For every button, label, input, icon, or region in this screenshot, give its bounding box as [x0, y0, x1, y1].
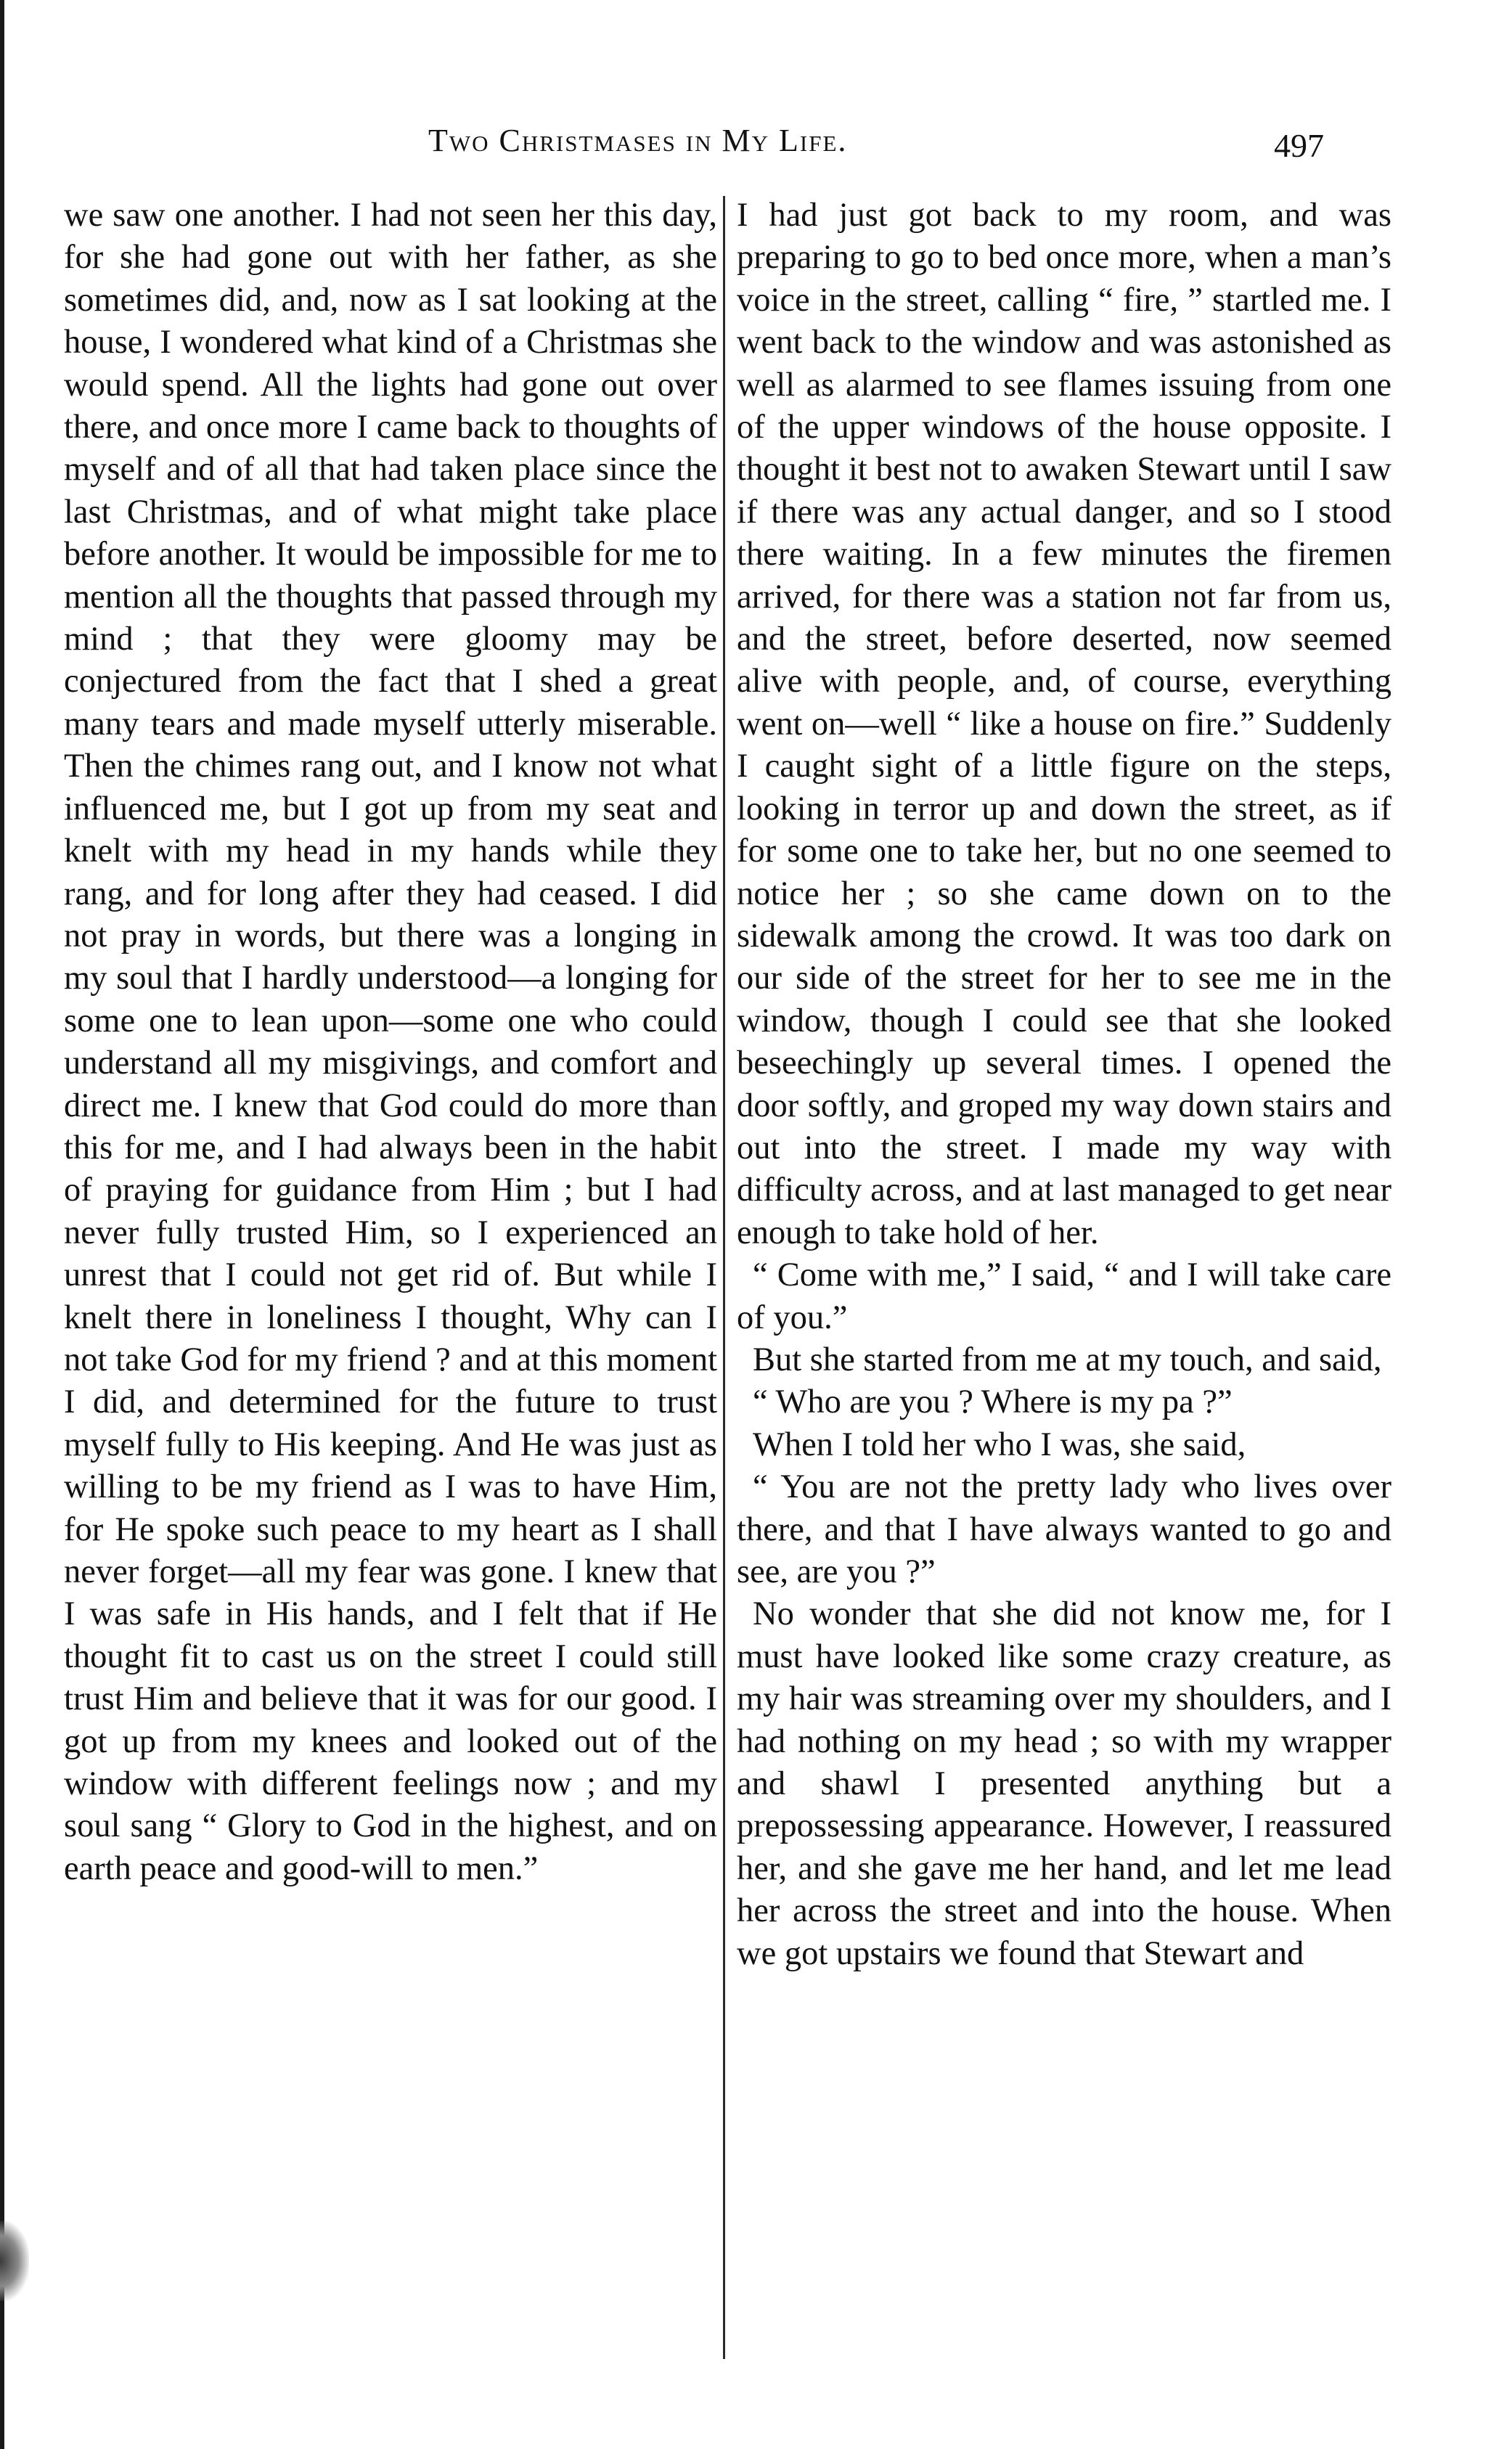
paragraph: I had just got back to my room, and was preparing to go to bed once more, when a man’s voice in the street, calling “ fire, ” startled me. I went back to the window and was astonished as well as alarmed to see flames issuing from one of the upper windows of the house opposite. I thought it best not to awaken Stewart until I saw if there was any actual danger, and so I stood there waiting. In a few minutes the firemen arrived, for there was a station not far from us, and the street, before deserted, now seemed alive with people, and, of course, everything went on—well “ like a house on fire.” Suddenly I caught sight of a little figure on the steps, looking in terror up and down the street, as if for some one to take her, but no one seemed to notice her ; so she came down on to the sidewalk among the crowd. It was too dark on our side of the street for her to see me in the window, though I could see that she looked beseechingly up several times. I opened the door softly, and groped my way down stairs and out into the street. I made my way with difficulty across, and at last managed to get near enough to take hold of her.: [737, 197, 1392, 1251]
paragraph: No wonder that she did not know me, for I must have looked like some crazy creature, as my hair was streaming over my shoulders, and I had nothing on my head ; so with my wrapper and shawl I presented anything but a prepossessing appearance. However, I reassured her, and she gave me her hand, and let me lead her across the street and into the house. When we got upstairs we found that Stewart and: [737, 1595, 1392, 1972]
paragraph: “ Who are you ? Where is my pa ?”: [753, 1383, 1233, 1421]
running-title: Two Christmases in My Life.: [428, 123, 848, 158]
left-column: [64, 195, 717, 1890]
paragraph: we saw one another. I had not seen her this day, for she had gone out with her father, as she sometimes did, and, now as I sat looking at the house, I wondered what kind of a Christmas she would spend. All the lights had gone out over there, and once more I came back to thoughts of myself and of all that had taken place since the last Christmas, and of what might take place before another. It would be impossible for me to mention all the thoughts that passed through my mind ; that they were gloomy may be conjectured from the fact that I shed a great many tears and made myself utterly miserable. Then the chimes rang out, and I know not what influenced me, but I got up from my seat and knelt with my head in my hands while they rang, and for long after they had ceased. I did not pray in words, but there was a longing in my soul that I hardly understood—a longing for some one to lean upon—some one who could understand all my misgivings, and comfort and direct me. I knew that God could do more than this for me, and I had always been in the habit of praying for guidance from Him ; but I had never fully trusted Him, so I experienced an unrest that I could not get rid of. But while I knelt there in loneliness I thought, Why can I not take God for my friend ? and at this moment I did, and determined for the future to trust myself fully to His keeping. And He was just as willing to be my friend as I was to have Him, for He spoke such peace to my heart as I shall never forget—all my fear was gone. I knew that I was safe in His hands, and I felt that if He thought fit to cast us on the street I could still trust Him and believe that it was for our good. I got up from my knees and looked out of the window with different feelings now ; and my soul sang “ Glory to God in the highest, and on earth peace and good-will to men.”: [64, 197, 717, 1887]
paragraph: “ Come with me,” I said, “ and I will take care of you.”: [737, 1256, 1392, 1336]
paragraph: “ You are not the pretty lady who lives over there, and that I have always wanted to go and see, are you ?”: [737, 1468, 1392, 1590]
ink-blot-mark: [0, 2221, 29, 2301]
paragraph: When I told her who I was, she said,: [753, 1426, 1246, 1463]
right-column: [737, 195, 1392, 1975]
page-header: [0, 122, 1512, 173]
paragraph: But she started from me at my touch, and said,: [753, 1341, 1382, 1378]
column-divider: [723, 196, 725, 2359]
page-edge-shadow: [0, 0, 4, 2449]
page-number: 497: [1274, 127, 1324, 164]
